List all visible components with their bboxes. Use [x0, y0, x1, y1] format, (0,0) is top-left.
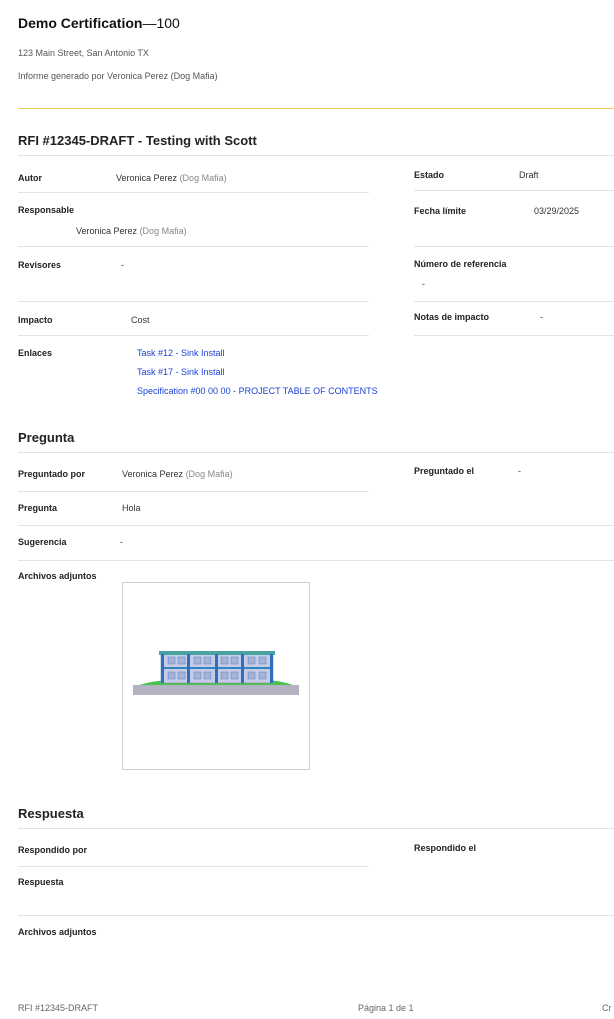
answer-attachments-label: Archivos adjuntos — [18, 927, 97, 937]
divider — [18, 915, 614, 916]
divider — [18, 155, 614, 156]
impact-notes-label: Notas de impacto — [414, 312, 490, 322]
suggestion-value: - — [120, 537, 123, 547]
divider — [18, 192, 369, 193]
divider — [414, 246, 614, 247]
building-elevation-icon — [123, 583, 309, 769]
due-date-label: Fecha límite — [414, 206, 467, 216]
page-title — [18, 15, 180, 31]
author-org: (Dog Mafia) — [179, 173, 227, 183]
asked-on-label: Preguntado el — [414, 466, 475, 476]
answer-section-title: Respuesta — [18, 806, 84, 821]
divider — [18, 866, 369, 867]
reference-number-label: Número de referencia — [414, 259, 507, 269]
impact-notes-value: - — [540, 312, 543, 322]
question-section-title: Pregunta — [18, 430, 75, 445]
suggestion-label: Sugerencia — [18, 537, 67, 547]
report-generated-by: Informe generado por Veronica Perez (Dog Mafia) — [18, 71, 218, 81]
footer-rfi-number: RFI #12345-DRAFT — [18, 1003, 99, 1013]
asked-on-value: - — [518, 466, 521, 476]
question-label: Pregunta — [18, 503, 58, 513]
responsible-name: Veronica Perez — [76, 226, 138, 236]
attachment-thumbnail[interactable] — [122, 582, 310, 770]
footer-right-text: Cr — [602, 1003, 612, 1013]
reference-number-value: - — [422, 279, 425, 289]
answered-by-label: Respondido por — [18, 845, 87, 855]
divider — [18, 560, 614, 561]
rfi-title: RFI #12345-DRAFT - Testing with Scott — [18, 133, 257, 148]
status-value: Draft — [519, 170, 539, 180]
reviewers-value: - — [121, 260, 124, 270]
link-task-17[interactable]: Task #17 - Sink Install — [137, 367, 225, 377]
responsible-value — [76, 226, 187, 236]
due-date-value: 03/29/2025 — [534, 206, 580, 216]
divider — [414, 301, 614, 302]
divider — [18, 828, 614, 829]
link-task-12[interactable]: Task #12 - Sink Install — [137, 348, 225, 358]
divider — [18, 491, 369, 492]
answer-label: Respuesta — [18, 877, 64, 887]
header-divider — [18, 108, 614, 109]
impact-label: Impacto — [18, 315, 53, 325]
title-dash: — — [142, 15, 157, 31]
divider — [18, 246, 369, 247]
divider — [18, 452, 614, 453]
divider — [414, 335, 614, 336]
asked-by-value — [122, 469, 233, 479]
author-value — [116, 173, 227, 183]
answered-on-label: Respondido el — [414, 843, 477, 853]
asked-by-label: Preguntado por — [18, 469, 85, 479]
project-number: 100 — [156, 15, 180, 31]
author-label: Autor — [18, 173, 42, 183]
asked-by-org: (Dog Mafia) — [185, 469, 233, 479]
asked-by-name: Veronica Perez — [122, 469, 184, 479]
links-label: Enlaces — [18, 348, 53, 358]
divider — [18, 335, 369, 336]
link-specification[interactable]: Specification #00 00 00 - PROJECT TABLE OF CONTENTS — [137, 386, 378, 396]
divider — [18, 525, 614, 526]
question-attachments-label: Archivos adjuntos — [18, 571, 97, 581]
project-address: 123 Main Street, San Antonio TX — [18, 48, 149, 58]
author-name: Veronica Perez — [116, 173, 178, 183]
impact-value: Cost — [131, 315, 150, 325]
divider — [18, 301, 369, 302]
reviewers-label: Revisores — [18, 260, 62, 270]
responsible-label: Responsable — [18, 205, 75, 215]
question-value: Hola — [122, 503, 141, 513]
footer-page-number: Página 1 de 1 — [358, 1003, 414, 1013]
status-label: Estado — [414, 170, 445, 180]
responsible-org: (Dog Mafia) — [139, 226, 187, 236]
project-name: Demo Certification — [18, 15, 143, 31]
divider — [414, 190, 614, 191]
